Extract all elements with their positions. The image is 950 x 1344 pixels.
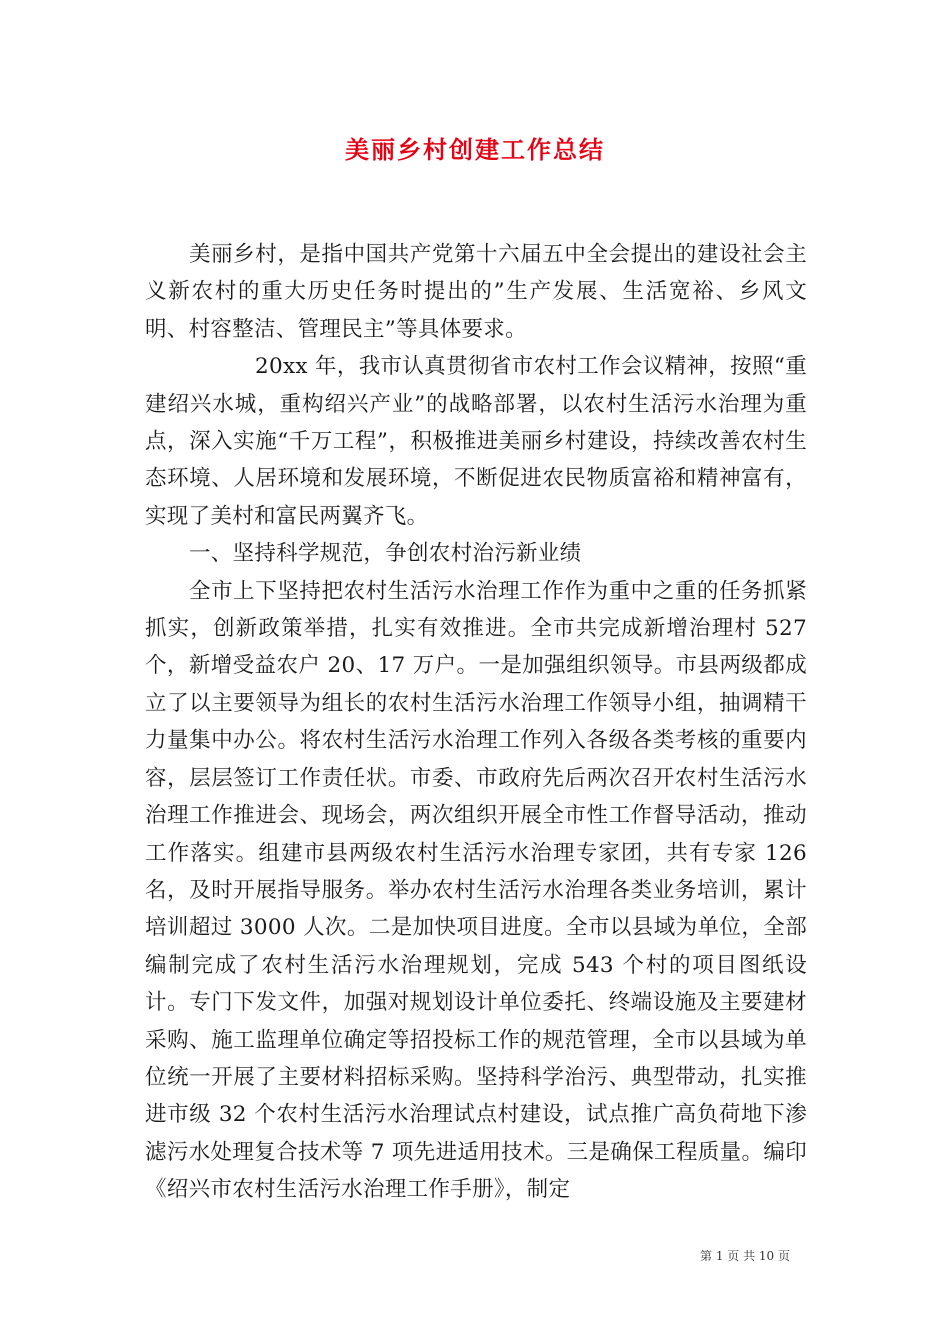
- paragraph-intro: 美丽乡村，是指中国共产党第十六届五中全会提出的建设社会主义新农村的重大历史任务时提出的”生产发展、生活宽裕、乡风文明、村容整洁、管理民主”等具体要求。: [145, 242, 807, 342]
- paragraph-section-1: 全市上下坚持把农村生活污水治理工作作为重中之重的任务抓紧抓实，创新政策举措，扎实有效推进。全市共完成新增治理村 527 个，新增受益农户 20、17 万户。一是加强组织领导。市县两级都成立了以主要领导为组长的农村生活污水治理工作领导小组，抽调精干力量集中办公。将农村生活污水治理工作列入各级各类考核的重要内容，层层签订工作责任状。市委、市政府先后两次召开农村生活污水治理工作推进会、现场会，两次组织开展全市性工作督导活动，推动工作落实。组建市县两级农村生活污水治理专家团，共有专家 126 名，及时开展指导服务。举办农村生活污水治理各类业务培训，累计培训超过 3000 人次。二是加快项目进度。全市以县域为单位，全部编制完成了农村生活污水治理规划，完成 543 个村的项目图纸设计。专门下发文件，加强对规划设计单位委托、终端设施及主要建材采购、施工监理单位确定等招投标工作的规范管理，全市以县域为单位统一开展了主要材料招标采购。坚持科学治污、典型带动，扎实推进市级 32 个农村生活污水治理试点村建设，试点推广高负荷地下渗滤污水处理复合技术等 7 项先进适用技术。三是确保工程质量。编印《绍兴市农村生活污水治理工作手册》，制定: [145, 578, 807, 1203]
- document-body: [145, 236, 807, 1209]
- section-heading-1: 一、坚持科学规范，争创农村治污新业绩: [189, 541, 582, 567]
- paragraph-overview: 20xx 年，我市认真贯彻省市农村工作会议精神，按照“重建绍兴水城，重构绍兴产业”的战略部署，以农村生活污水治理为重点，深入实施“千万工程”，积极推进美丽乡村建设，持续改善农村生态环境、人居环境和发展环境，不断促进农民物质富裕和精神富有，实现了美村和富民两翼齐飞。: [145, 354, 807, 529]
- document-title: 美丽乡村创建工作总结: [345, 136, 605, 164]
- page-number: 第 1 页 共 10 页: [700, 1249, 790, 1263]
